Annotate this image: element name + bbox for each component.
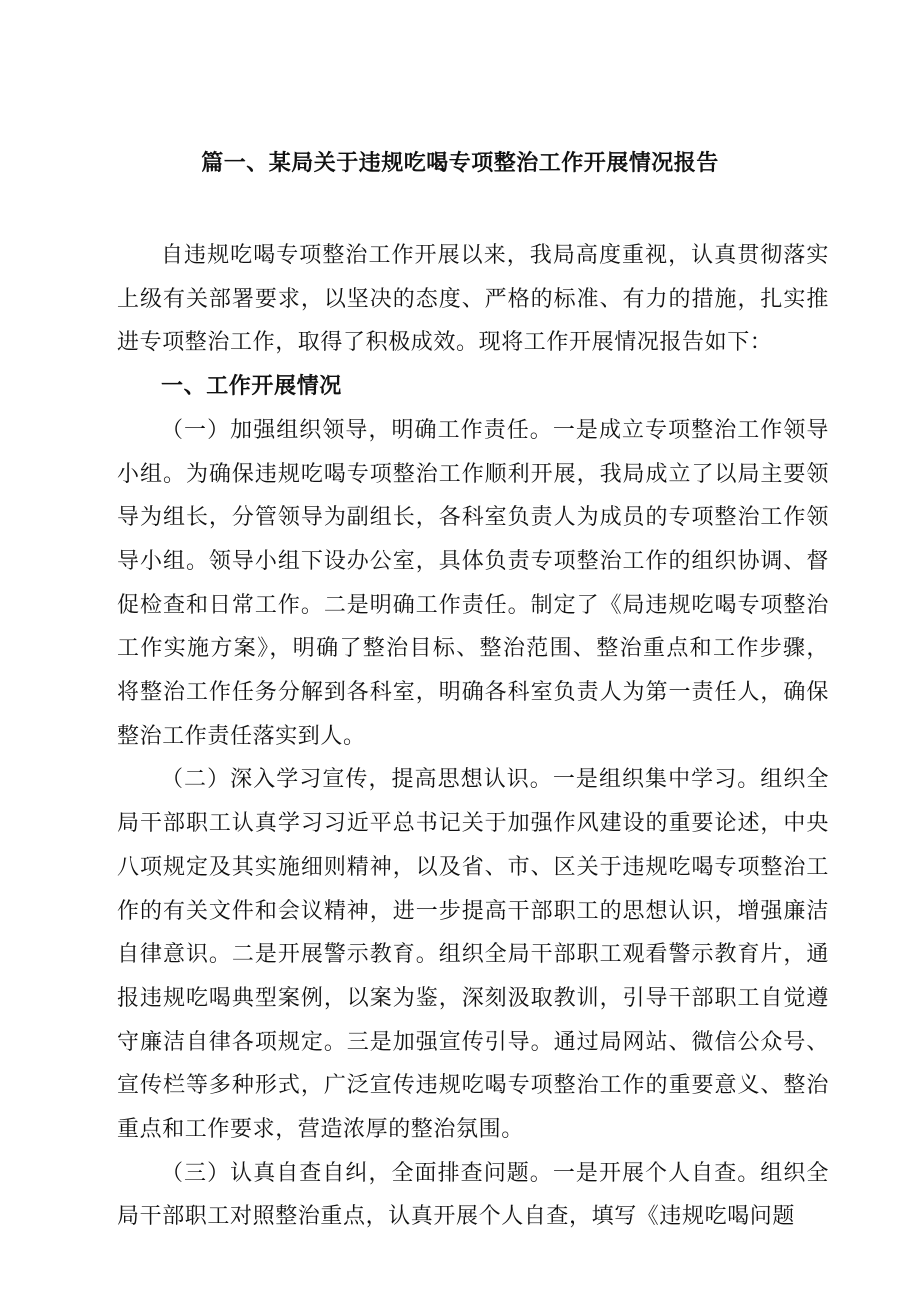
document-title: 篇一、某局关于违规吃喝专项整治工作开展情况报告 (201, 151, 719, 176)
paragraph-study-publicity: （二）深入学习宣传，提高思想认识。一是组织集中学习。组织全局干部职工认真学习习近平总书记关于加强作风建设的重要论述，中央八项规定及其实施细则精神，以及省、市、区关于违规吃喝专项整治工作的有关文件和会议精神，进一步提高干部职工的思想认识，增强廉洁自律意识。二是开展警示教育。组织全局干部职工观看警示教育片，通报违规吃喝典型案例，以案为鉴，深刻汲取教训，引导干部职工自觉遵守廉洁自律各项规定。三是加强宣传引导。通过局网站、微信公众号、宣传栏等多种形式，广泛宣传违规吃喝专项整治工作的重要意义、整治重点和工作要求，营造浓厚的整治氛围。 (117, 767, 829, 1143)
document-body (117, 234, 829, 1239)
section-heading-work-progress: 一、工作开展情况 (161, 374, 342, 400)
paragraph-organization-leadership: （一）加强组织领导，明确工作责任。一是成立专项整治工作领导小组。为确保违规吃喝专项整治工作顺利开展，我局成立了以局主要领导为组长，分管领导为副组长，各科室负责人为成员的专项整治工作领导小组。领导小组下设办公室，具体负责专项整治工作的组织协调、督促检查和日常工作。二是明确工作责任。制定了《局违规吃喝专项整治工作实施方案》，明确了整治目标、整治范围、整治重点和工作步骤，将整治工作任务分解到各科室，明确各科室负责人为第一责任人，确保整治工作责任落实到人。 (117, 417, 829, 749)
intro-paragraph: 自违规吃喝专项整治工作开展以来，我局高度重视，认真贯彻落实上级有关部署要求，以坚决的态度、严格的标准、有力的措施，扎实推进专项整治工作，取得了积极成效。现将工作开展情况报告如下： (117, 243, 829, 356)
paragraph-self-inspection: （三）认真自查自纠，全面排查问题。一是开展个人自查。组织全局干部职工对照整治重点，认真开展个人自查，填写《违规吃喝问题 (117, 1160, 829, 1230)
